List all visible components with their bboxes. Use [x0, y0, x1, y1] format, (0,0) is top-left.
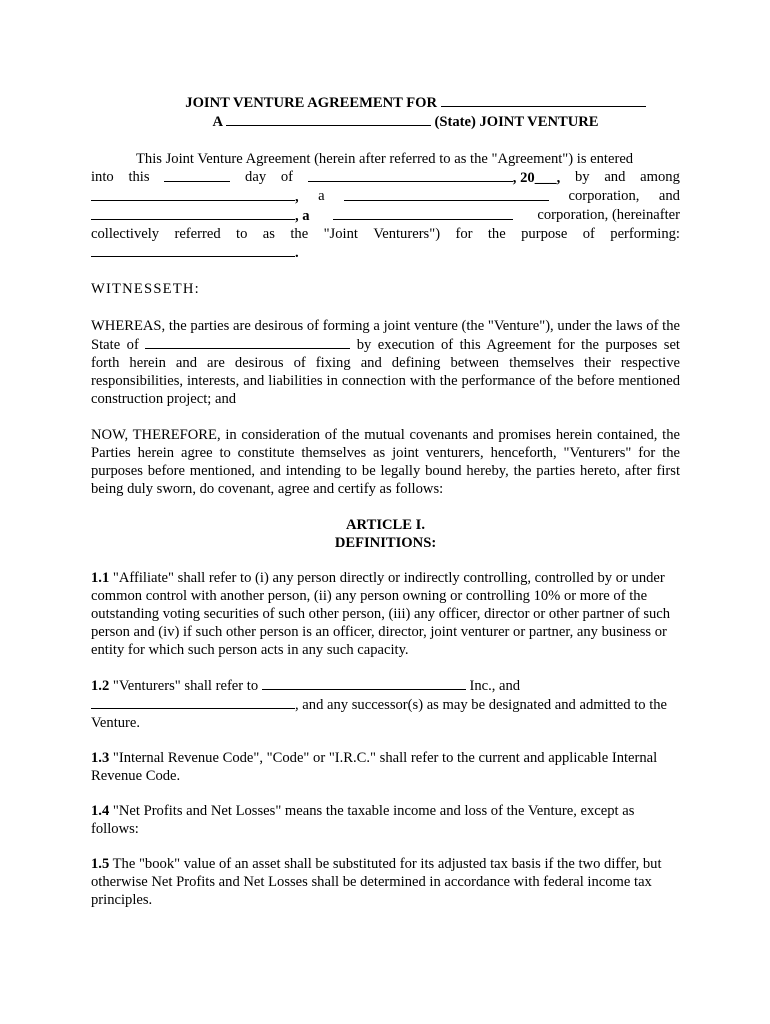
article-number: ARTICLE I. — [346, 517, 425, 533]
article-heading — [91, 516, 680, 552]
whereas-paragraph: WHEREAS, the parties are desirous of forming a joint venture (the "Venture"), under the laws of the State of by execution of this Agreement for the purposes set forth herein and are desirous of fixing and defining between themselves their respective responsibilities, interests, and liabilities in connection with the performance of the before mentioned construction project; and — [91, 318, 680, 407]
venturer-2-blank[interactable] — [91, 695, 295, 709]
venture-name-blank-2[interactable] — [226, 112, 431, 126]
definition-1-3: 1.3 "Internal Revenue Code", "Code" or "I.R.C." shall refer to the current and applicable Internal Revenue Code. — [91, 750, 658, 784]
title-text: JOINT VENTURE AGREEMENT FOR — [185, 95, 438, 111]
document-title — [91, 93, 680, 131]
title-prefix: A — [212, 114, 223, 130]
article-title: DEFINITIONS: — [334, 535, 437, 551]
definition-1-4: 1.4 "Net Profits and Net Losses" means the taxable income and loss of the Venture, except as follows: — [91, 803, 635, 837]
intro-line-2: into this day of , 20___, by and among — [91, 169, 680, 186]
party-1-state-blank[interactable] — [344, 187, 549, 201]
intro-line-5: collectively referred to as the "Joint Venturers") for the purpose of performing: — [91, 226, 680, 242]
title-suffix: (State) JOINT VENTURE — [434, 114, 599, 130]
witnesseth-heading: WITNESSETH: — [91, 281, 200, 297]
purpose-blank[interactable] — [91, 243, 295, 257]
month-blank[interactable] — [308, 168, 513, 182]
document-page — [91, 93, 680, 909]
definition-1-5: 1.5 The "book" value of an asset shall be substituted for its adjusted tax basis if the two differ, but otherwise Net Profits and Net Losses shall be determined in accordance with federal income tax principles. — [91, 856, 662, 908]
party-1-blank[interactable] — [91, 187, 295, 201]
intro-line-3: , a corporation, and — [91, 187, 680, 206]
intro-paragraph — [91, 150, 680, 262]
venturer-1-blank[interactable] — [262, 676, 466, 690]
intro-line-4: , a corporation, (hereinafter — [91, 206, 680, 225]
title-line-1 — [91, 93, 680, 112]
day-blank[interactable] — [164, 168, 230, 182]
state-blank[interactable] — [145, 335, 350, 349]
intro-line-6: . — [91, 243, 680, 262]
party-2-blank[interactable] — [91, 206, 295, 220]
party-2-state-blank[interactable] — [333, 206, 513, 220]
title-line-2 — [91, 112, 680, 131]
now-therefore-paragraph: NOW, THEREFORE, in consideration of the mutual covenants and promises herein contained, the Parties herein agree to constitute themselves as joint venturers, henceforth, "Venturers" for the purposes before mentioned, and intending to be legally bound hereby, the parties hereto, after first being duly sworn, do covenant, agree and certify as follows: — [91, 427, 680, 497]
venture-name-blank[interactable] — [441, 93, 646, 107]
intro-line-1: This Joint Venture Agreement (herein after referred to as the "Agreement") is entered — [136, 151, 634, 167]
definition-1-2: 1.2 "Venturers" shall refer to Inc., and , and any successor(s) as may be designated and admitted to the Venture. — [91, 678, 668, 731]
definition-1-1: 1.1 "Affiliate" shall refer to (i) any person directly or indirectly controlling, controlled by or under common control with another person, (ii) any person owning or controlling 10% or more of the outstanding voting securities of such other person, (iii) any officer, director or other partner of such person and (iv) if such other person is an officer, director, joint venturer or partner, any business or entity for which such person acts in any such capacity. — [91, 570, 671, 658]
